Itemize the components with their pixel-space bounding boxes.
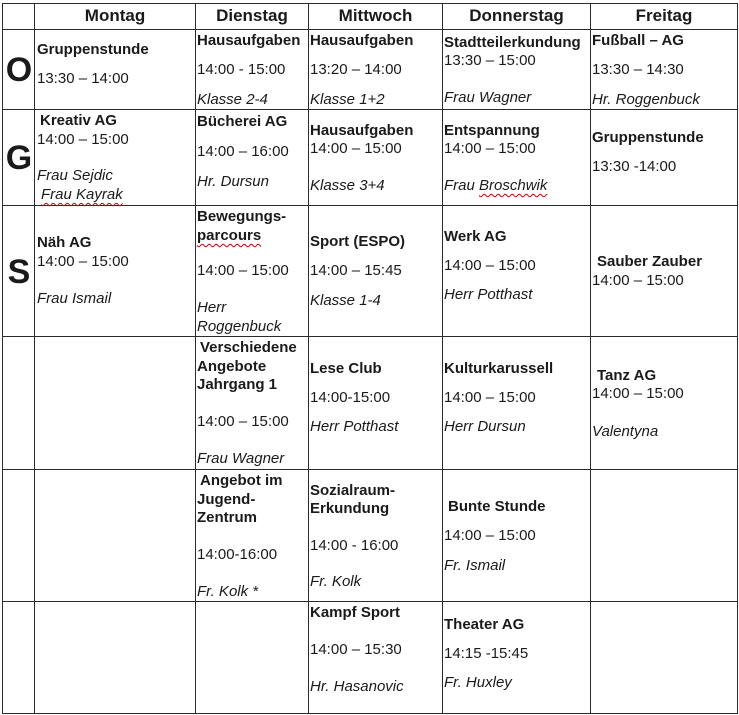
activity-title: Gruppenstunde: [592, 129, 704, 146]
table-border-right: [737, 3, 738, 714]
activity-staff: Valentyna: [592, 423, 659, 440]
activity-staff: Hr. Dursun: [197, 173, 269, 190]
activity-staff: [41, 186, 123, 204]
activity-staff: Herr Potthast: [310, 418, 399, 435]
activity-time: 14:00 – 15:00: [197, 413, 289, 430]
day-header-monday: Montag: [84, 6, 146, 25]
activity-staff: Hr. Roggenbuck: [592, 91, 700, 108]
activity-title: Sozialraum-: [310, 482, 396, 499]
activity-time: 14:00 – 15:00: [444, 257, 536, 274]
activity-staff: Klasse 1-4: [310, 292, 381, 309]
day-header-friday: Freitag: [635, 6, 693, 25]
column-divider: [442, 3, 443, 714]
activity-staff-continued: Roggenbuck: [197, 318, 282, 335]
activity-staff: Frau Ismail: [37, 290, 112, 307]
day-header-tuesday: Dienstag: [216, 6, 288, 25]
activity-staff: Herr Dursun: [444, 418, 526, 435]
activity-time: 13:30 – 15:00: [444, 52, 536, 69]
ogs-letter-o: O: [5, 51, 33, 89]
activity-title: Tanz AG: [597, 367, 657, 384]
activity-title-continued: Angebote: [197, 358, 267, 375]
activity-staff: Klasse 1+2: [310, 91, 385, 108]
ogs-letter-g: G: [5, 139, 33, 177]
activity-time: 14:00 – 16:00: [197, 143, 289, 160]
activity-title: Lese Club: [310, 360, 382, 377]
activity-time: 14:00 – 15:30: [310, 641, 402, 658]
activity-time: 14:00 – 15:00: [444, 140, 536, 157]
row-divider: [2, 469, 738, 470]
column-divider: [308, 3, 309, 714]
activity-time: 14:00 – 15:00: [592, 385, 684, 402]
activity-title: Stadtteilerkundung: [444, 34, 581, 51]
activity-title: Bewegungs-: [197, 208, 287, 225]
activity-staff: Klasse 2-4: [197, 91, 268, 108]
row-divider: [2, 205, 738, 206]
activity-title: Bücherei AG: [197, 113, 288, 130]
activity-title: Werk AG: [444, 228, 507, 245]
activity-time: 14:00 - 16:00: [310, 537, 399, 554]
activity-time: 14:00 – 15:00: [37, 253, 129, 270]
activity-title: Kulturkarussell: [444, 360, 554, 377]
day-header-thursday: Donnerstag: [469, 6, 564, 25]
activity-title: Sport (ESPO): [310, 233, 406, 250]
activity-title: Hausaufgaben: [197, 32, 301, 49]
activity-title-continued: Jahrgang 1: [197, 376, 278, 393]
activity-time: 14:00 – 15:00: [310, 140, 402, 157]
activity-time: 13:30 – 14:00: [37, 70, 129, 87]
activity-time: 14:00 - 15:00: [197, 61, 286, 78]
activity-staff: Klasse 3+4: [310, 177, 385, 194]
staff-surname-flagged: Broschwik: [479, 177, 548, 194]
activity-title: Hausaufgaben: [310, 122, 414, 139]
activity-time: 13:20 – 14:00: [310, 61, 402, 78]
table-border-top: [2, 3, 738, 4]
activity-title: Angebot im: [200, 472, 283, 489]
activity-staff: Herr: [197, 299, 227, 316]
activity-staff: Fr. Huxley: [444, 674, 512, 691]
activity-time: 14:00 – 15:00: [37, 131, 129, 148]
activity-title: Näh AG: [37, 234, 92, 251]
row-divider: [2, 336, 738, 337]
activity-title-continued: Jugend-: [197, 491, 256, 508]
activity-title: Gruppenstunde: [37, 41, 149, 58]
day-header-wednesday: Mittwoch: [338, 6, 413, 25]
column-divider: [195, 3, 196, 714]
activity-title: Kreativ AG: [40, 112, 117, 129]
activity-title: Entspannung: [444, 122, 540, 139]
activity-staff: Hr. Hasanovic: [310, 678, 404, 695]
column-divider: [34, 3, 35, 714]
activity-time: 14:15 -15:45: [444, 645, 529, 662]
activity-staff: Frau Sejdic: [37, 167, 113, 184]
activity-staff-second: Frau Kayrak: [41, 186, 123, 203]
activity-time: 14:00 – 15:00: [197, 262, 289, 279]
activity-time: 14:00 – 15:00: [592, 272, 684, 289]
row-divider: [2, 601, 738, 602]
activity-title-flagged: parcours: [197, 227, 262, 244]
activity-staff: Frau Wagner: [444, 89, 532, 106]
activity-title: Fußball – AG: [592, 32, 684, 49]
activity-title: Verschiedene: [200, 339, 297, 356]
activity-title-continued: [197, 227, 261, 245]
table-border-bottom: [2, 713, 738, 714]
activity-time: 14:00-15:00: [310, 389, 391, 406]
activity-time: 13:30 – 14:30: [592, 61, 684, 78]
header-divider: [2, 29, 738, 30]
activity-staff: Frau Broschwik: [444, 177, 548, 194]
activity-time: 14:00-16:00: [197, 546, 278, 563]
activity-title-continued: Erkundung: [310, 500, 390, 517]
table-border-left: [2, 3, 3, 714]
activity-staff: Fr. Kolk *: [197, 583, 259, 600]
activity-time: 14:00 – 15:00: [444, 389, 536, 406]
activity-staff: Frau Wagner: [197, 450, 285, 467]
activity-title-continued: Zentrum: [197, 509, 257, 526]
activity-time: 14:00 – 15:00: [444, 527, 536, 544]
activity-title: Sauber Zauber: [597, 253, 703, 270]
activity-staff: Fr. Kolk: [310, 573, 362, 590]
activity-time: 14:00 – 15:45: [310, 262, 402, 279]
ogs-letter-s: S: [7, 253, 31, 291]
activity-title: Kampf Sport: [310, 604, 400, 621]
activity-title: Hausaufgaben: [310, 32, 414, 49]
activity-staff: Fr. Ismail: [444, 557, 506, 574]
activity-staff: Herr Potthast: [444, 286, 533, 303]
activity-time: 13:30 -14:00: [592, 158, 677, 175]
row-divider: [2, 109, 738, 110]
column-divider: [590, 3, 591, 714]
activity-title: Bunte Stunde: [448, 498, 546, 515]
activity-title: Theater AG: [444, 616, 525, 633]
